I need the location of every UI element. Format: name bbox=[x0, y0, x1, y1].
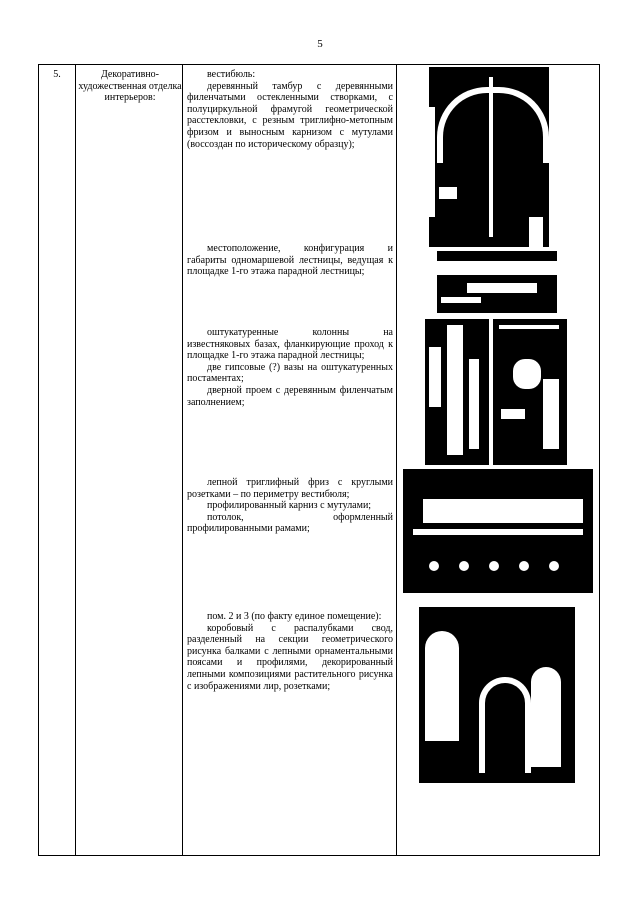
photo-staircase bbox=[437, 251, 557, 313]
block-paragraph: дверной проем с деревянным филенчатым заполнением; bbox=[187, 384, 393, 408]
block-paragraph: коробовый с распалубками свод, разделенный на секции геометрического рисунка балками с лепными орнаментальными поясами и профилями, декорированный лепными композициями растительного рисунка с изображениями лир, розетками; bbox=[187, 622, 393, 692]
category-label: Декоративно-художественная отделка интерьеров: bbox=[78, 69, 182, 104]
column-divider bbox=[182, 65, 183, 855]
description-block-frieze bbox=[187, 477, 393, 535]
block-paragraph: профилированный карниз с мутулами; bbox=[207, 500, 372, 512]
block-paragraph: местоположение, конфигурация и габариты одномаршевой лестницы, ведущая к площадке 1-го этажа парадной лестницы; bbox=[187, 243, 393, 278]
block-paragraph: деревянный тамбур с деревянными филенчатыми остекленными створками, с полуциркульной фрамугой геометрической расстекловки, с резным триглифно-метопным фризом и выносным карнизом с мутулами (воссоздан по историческому образцу); bbox=[187, 80, 393, 150]
block-paragraph: пом. 2 и 3 (по факту единое помещение): bbox=[207, 611, 382, 622]
photo-vestibule-tambour bbox=[429, 67, 549, 247]
block-paragraph: потолок, оформленный профилированными рамами; bbox=[187, 511, 393, 535]
page-number: 5 bbox=[317, 38, 323, 50]
row-number: 5. bbox=[53, 69, 61, 80]
description-block-vault bbox=[187, 611, 393, 692]
column-divider bbox=[75, 65, 76, 855]
block-paragraph: две гипсовые (?) вазы на оштукатуренных постаментах; bbox=[187, 361, 393, 385]
description-block-columns bbox=[187, 327, 393, 408]
photo-vaulted-room bbox=[419, 607, 575, 783]
photo-frieze-ceiling bbox=[403, 469, 593, 593]
description-block-vestibule bbox=[187, 69, 393, 150]
block-paragraph: вестибюль: bbox=[207, 69, 256, 80]
heritage-table bbox=[38, 64, 600, 856]
description-block-staircase bbox=[187, 243, 393, 278]
photo-vase-doorway bbox=[493, 319, 567, 465]
photo-column bbox=[425, 319, 489, 465]
block-paragraph: оштукатуренные колонны на известняковых базах, фланкирующие проход к площадке 1-го этажа парадной лестницы; bbox=[187, 327, 393, 362]
column-divider bbox=[396, 65, 397, 855]
block-paragraph: лепной триглифный фриз с круглыми розетками – по периметру вестибюля; bbox=[187, 477, 393, 500]
